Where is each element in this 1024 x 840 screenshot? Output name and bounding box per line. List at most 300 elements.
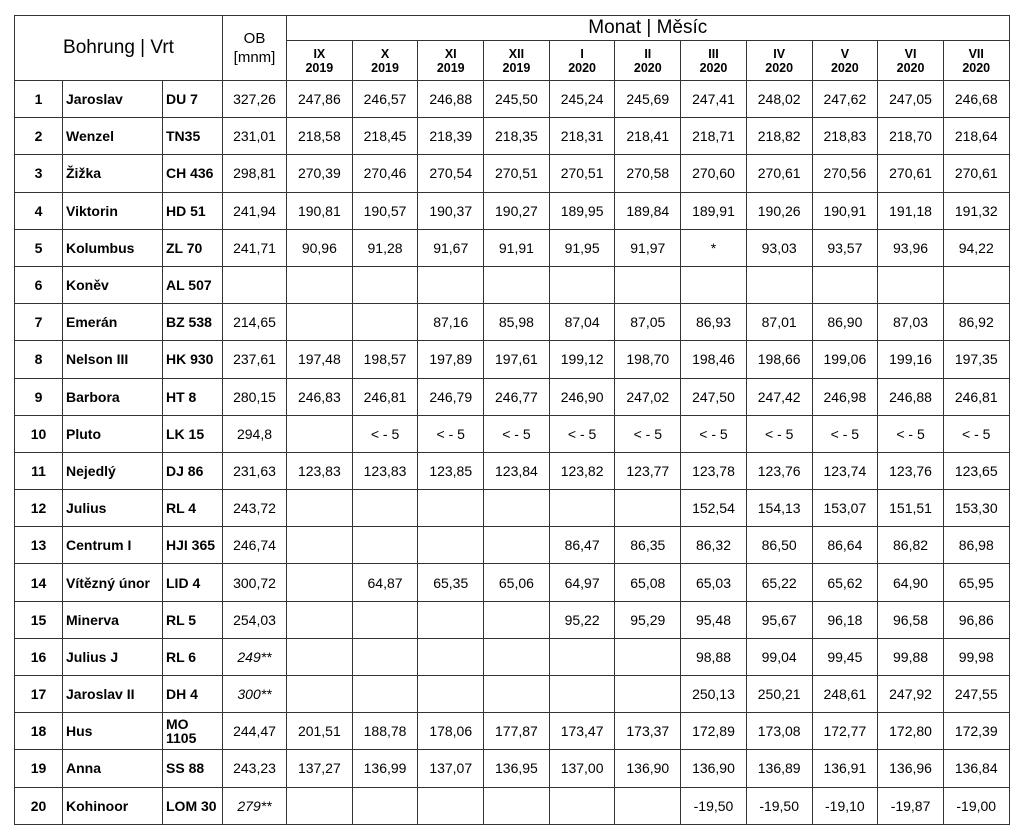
ob-value: 237,61 bbox=[223, 341, 287, 378]
level-value: 123,76 bbox=[746, 452, 812, 489]
ob-value: 241,94 bbox=[223, 192, 287, 229]
level-value: 197,61 bbox=[484, 341, 550, 378]
borehole-name: Hus bbox=[63, 713, 163, 750]
level-value: 123,76 bbox=[878, 452, 944, 489]
level-value: -19,87 bbox=[878, 787, 944, 824]
level-value bbox=[681, 266, 747, 303]
level-value: 218,70 bbox=[878, 118, 944, 155]
row-number: 5 bbox=[15, 229, 63, 266]
level-value: 86,98 bbox=[943, 527, 1009, 564]
level-value: 123,65 bbox=[943, 452, 1009, 489]
level-value: 250,21 bbox=[746, 676, 812, 713]
level-value: 94,22 bbox=[943, 229, 1009, 266]
level-value: 86,50 bbox=[746, 527, 812, 564]
ob-value: 327,26 bbox=[223, 81, 287, 118]
level-value: 99,45 bbox=[812, 638, 878, 675]
level-value bbox=[352, 787, 418, 824]
level-value: 96,86 bbox=[943, 601, 1009, 638]
level-value: < - 5 bbox=[681, 415, 747, 452]
ob-value: 243,23 bbox=[223, 750, 287, 787]
level-value: 247,02 bbox=[615, 378, 681, 415]
level-value: 189,91 bbox=[681, 192, 747, 229]
ob-value: 298,81 bbox=[223, 155, 287, 192]
table-row bbox=[15, 490, 1010, 527]
level-value: 218,82 bbox=[746, 118, 812, 155]
month-header bbox=[681, 41, 747, 81]
level-value: 199,06 bbox=[812, 341, 878, 378]
level-value bbox=[549, 490, 615, 527]
month-header bbox=[549, 41, 615, 81]
borehole-name: Žižka bbox=[63, 155, 163, 192]
month-header bbox=[418, 41, 484, 81]
table-row bbox=[15, 192, 1010, 229]
level-value: < - 5 bbox=[484, 415, 550, 452]
level-value: 86,64 bbox=[812, 527, 878, 564]
level-value: < - 5 bbox=[746, 415, 812, 452]
level-value: -19,10 bbox=[812, 787, 878, 824]
month-year: 2019 bbox=[436, 60, 465, 75]
level-value: 246,57 bbox=[352, 81, 418, 118]
level-value: 136,96 bbox=[878, 750, 944, 787]
month-label: VI bbox=[904, 46, 917, 61]
level-value bbox=[549, 787, 615, 824]
level-value: 95,67 bbox=[746, 601, 812, 638]
borehole-code: HD 51 bbox=[163, 192, 223, 229]
borehole-name: Koněv bbox=[63, 266, 163, 303]
level-value: 65,06 bbox=[484, 564, 550, 601]
borehole-name: Anna bbox=[63, 750, 163, 787]
level-value: 246,83 bbox=[287, 378, 353, 415]
ob-value: 280,15 bbox=[223, 378, 287, 415]
month-year: 2020 bbox=[830, 60, 859, 75]
level-value: 87,04 bbox=[549, 304, 615, 341]
level-value: 86,92 bbox=[943, 304, 1009, 341]
level-value bbox=[287, 601, 353, 638]
level-value: 218,71 bbox=[681, 118, 747, 155]
level-value: 91,95 bbox=[549, 229, 615, 266]
level-value: 65,95 bbox=[943, 564, 1009, 601]
level-value: 190,91 bbox=[812, 192, 878, 229]
row-number: 3 bbox=[15, 155, 63, 192]
month-label: II bbox=[644, 46, 652, 61]
level-value: 172,80 bbox=[878, 713, 944, 750]
borehole-name: Nelson III bbox=[63, 341, 163, 378]
level-value: 270,61 bbox=[943, 155, 1009, 192]
level-value: 190,37 bbox=[418, 192, 484, 229]
table-row bbox=[15, 229, 1010, 266]
level-value bbox=[484, 638, 550, 675]
borehole-code: LK 15 bbox=[163, 415, 223, 452]
borehole-name: Centrum I bbox=[63, 527, 163, 564]
row-number: 17 bbox=[15, 676, 63, 713]
borehole-name: Minerva bbox=[63, 601, 163, 638]
table-row bbox=[15, 750, 1010, 787]
level-value bbox=[287, 787, 353, 824]
borehole-code: LOM 30 bbox=[163, 787, 223, 824]
row-number: 20 bbox=[15, 787, 63, 824]
level-value: < - 5 bbox=[352, 415, 418, 452]
level-value: 152,54 bbox=[681, 490, 747, 527]
level-value: < - 5 bbox=[418, 415, 484, 452]
month-label: XI bbox=[444, 46, 457, 61]
month-year: 2020 bbox=[765, 60, 794, 75]
borehole-code: HJI 365 bbox=[163, 527, 223, 564]
level-value: 246,90 bbox=[549, 378, 615, 415]
level-value: 136,95 bbox=[484, 750, 550, 787]
level-value: 247,42 bbox=[746, 378, 812, 415]
level-value bbox=[484, 490, 550, 527]
water-level-table bbox=[14, 15, 1010, 825]
row-number: 14 bbox=[15, 564, 63, 601]
table-body bbox=[15, 81, 1010, 825]
level-value bbox=[615, 787, 681, 824]
table-row bbox=[15, 676, 1010, 713]
borehole-code: MO 1105 bbox=[163, 713, 223, 750]
level-value: 123,83 bbox=[352, 452, 418, 489]
borehole-code: TN35 bbox=[163, 118, 223, 155]
level-value: 137,07 bbox=[418, 750, 484, 787]
level-value: 99,04 bbox=[746, 638, 812, 675]
month-header bbox=[943, 41, 1009, 81]
level-value: 247,50 bbox=[681, 378, 747, 415]
level-value: 86,90 bbox=[812, 304, 878, 341]
row-number: 2 bbox=[15, 118, 63, 155]
ob-value: 300,72 bbox=[223, 564, 287, 601]
level-value bbox=[287, 490, 353, 527]
level-value: 190,26 bbox=[746, 192, 812, 229]
level-value: 218,64 bbox=[943, 118, 1009, 155]
borehole-code: BZ 538 bbox=[163, 304, 223, 341]
table-row bbox=[15, 527, 1010, 564]
row-number: 19 bbox=[15, 750, 63, 787]
level-value bbox=[352, 601, 418, 638]
level-value: 136,84 bbox=[943, 750, 1009, 787]
ob-value: 294,8 bbox=[223, 415, 287, 452]
level-value: 123,85 bbox=[418, 452, 484, 489]
table-row bbox=[15, 564, 1010, 601]
level-value: 247,86 bbox=[287, 81, 353, 118]
level-value bbox=[418, 266, 484, 303]
month-label: XII bbox=[508, 46, 525, 61]
table-row bbox=[15, 81, 1010, 118]
table-row bbox=[15, 787, 1010, 824]
borehole-code: LID 4 bbox=[163, 564, 223, 601]
level-value bbox=[484, 527, 550, 564]
table-row bbox=[15, 601, 1010, 638]
level-value: 245,24 bbox=[549, 81, 615, 118]
level-value: 64,90 bbox=[878, 564, 944, 601]
level-value: 123,83 bbox=[287, 452, 353, 489]
level-value: 87,16 bbox=[418, 304, 484, 341]
level-value bbox=[418, 787, 484, 824]
level-value: 95,29 bbox=[615, 601, 681, 638]
level-value: 218,45 bbox=[352, 118, 418, 155]
level-value bbox=[352, 638, 418, 675]
level-value bbox=[615, 676, 681, 713]
month-year: 2019 bbox=[305, 60, 334, 75]
level-value: -19,50 bbox=[746, 787, 812, 824]
level-value bbox=[287, 638, 353, 675]
level-value: 136,90 bbox=[681, 750, 747, 787]
level-value bbox=[287, 266, 353, 303]
borehole-name: Julius J bbox=[63, 638, 163, 675]
level-value bbox=[418, 676, 484, 713]
row-number: 6 bbox=[15, 266, 63, 303]
level-value: 65,62 bbox=[812, 564, 878, 601]
level-value: 96,18 bbox=[812, 601, 878, 638]
borehole-header: Bohrung | Vrt bbox=[15, 16, 223, 81]
level-value: 198,66 bbox=[746, 341, 812, 378]
level-value: 218,58 bbox=[287, 118, 353, 155]
level-value: 247,55 bbox=[943, 676, 1009, 713]
level-value: 86,32 bbox=[681, 527, 747, 564]
level-value bbox=[352, 266, 418, 303]
level-value: 173,47 bbox=[549, 713, 615, 750]
level-value: 246,88 bbox=[878, 378, 944, 415]
month-year: 2020 bbox=[962, 60, 991, 75]
level-value: 65,35 bbox=[418, 564, 484, 601]
month-label: I bbox=[580, 46, 584, 61]
level-value: 64,97 bbox=[549, 564, 615, 601]
borehole-code: RL 4 bbox=[163, 490, 223, 527]
table-row bbox=[15, 378, 1010, 415]
month-label: X bbox=[380, 46, 390, 61]
level-value bbox=[484, 787, 550, 824]
month-year: 2019 bbox=[502, 60, 531, 75]
level-value: 137,00 bbox=[549, 750, 615, 787]
level-value: 198,57 bbox=[352, 341, 418, 378]
level-value: 270,61 bbox=[878, 155, 944, 192]
level-value: 95,22 bbox=[549, 601, 615, 638]
month-group-header: Monat | Měsíc bbox=[287, 16, 1010, 41]
level-value: 86,82 bbox=[878, 527, 944, 564]
level-value: 270,39 bbox=[287, 155, 353, 192]
borehole-name: Julius bbox=[63, 490, 163, 527]
level-value: 91,91 bbox=[484, 229, 550, 266]
level-value: 123,84 bbox=[484, 452, 550, 489]
month-label: V bbox=[840, 46, 850, 61]
row-number: 7 bbox=[15, 304, 63, 341]
level-value: 246,81 bbox=[943, 378, 1009, 415]
level-value: 197,48 bbox=[287, 341, 353, 378]
level-value: 197,89 bbox=[418, 341, 484, 378]
level-value: 246,98 bbox=[812, 378, 878, 415]
level-value: 246,79 bbox=[418, 378, 484, 415]
level-value bbox=[943, 266, 1009, 303]
row-number: 10 bbox=[15, 415, 63, 452]
level-value bbox=[352, 490, 418, 527]
level-value: 247,92 bbox=[878, 676, 944, 713]
level-value: 64,87 bbox=[352, 564, 418, 601]
level-value: 270,60 bbox=[681, 155, 747, 192]
level-value: 190,57 bbox=[352, 192, 418, 229]
level-value: < - 5 bbox=[812, 415, 878, 452]
level-value: 218,35 bbox=[484, 118, 550, 155]
row-number: 8 bbox=[15, 341, 63, 378]
level-value: 218,31 bbox=[549, 118, 615, 155]
row-number: 15 bbox=[15, 601, 63, 638]
ob-header-label: OB bbox=[243, 30, 266, 47]
ob-value: 246,74 bbox=[223, 527, 287, 564]
level-value: 86,35 bbox=[615, 527, 681, 564]
borehole-code: RL 6 bbox=[163, 638, 223, 675]
level-value: 65,08 bbox=[615, 564, 681, 601]
month-header bbox=[746, 41, 812, 81]
borehole-name: Jaroslav bbox=[63, 81, 163, 118]
borehole-name: Kolumbus bbox=[63, 229, 163, 266]
borehole-name: Nejedlý bbox=[63, 452, 163, 489]
level-value bbox=[615, 638, 681, 675]
ob-value: 231,01 bbox=[223, 118, 287, 155]
level-value: 137,27 bbox=[287, 750, 353, 787]
level-value: 136,91 bbox=[812, 750, 878, 787]
level-value: < - 5 bbox=[878, 415, 944, 452]
level-value bbox=[615, 490, 681, 527]
level-value bbox=[287, 527, 353, 564]
month-year: 2019 bbox=[371, 60, 399, 75]
level-value: 247,05 bbox=[878, 81, 944, 118]
level-value: 93,57 bbox=[812, 229, 878, 266]
level-value: -19,50 bbox=[681, 787, 747, 824]
borehole-name: Vítězný únor bbox=[63, 564, 163, 601]
month-year: 2020 bbox=[896, 60, 925, 75]
level-value: 270,54 bbox=[418, 155, 484, 192]
month-label: IV bbox=[773, 46, 786, 61]
level-value: 191,18 bbox=[878, 192, 944, 229]
level-value: 123,78 bbox=[681, 452, 747, 489]
table-row bbox=[15, 155, 1010, 192]
level-value: 65,03 bbox=[681, 564, 747, 601]
borehole-code: HT 8 bbox=[163, 378, 223, 415]
month-label: III bbox=[708, 46, 719, 61]
row-number: 9 bbox=[15, 378, 63, 415]
month-header bbox=[878, 41, 944, 81]
ob-value: 243,72 bbox=[223, 490, 287, 527]
borehole-name: Barbora bbox=[63, 378, 163, 415]
level-value: 177,87 bbox=[484, 713, 550, 750]
level-value: 188,78 bbox=[352, 713, 418, 750]
ob-header bbox=[223, 16, 287, 81]
level-value: 270,46 bbox=[352, 155, 418, 192]
level-value: 154,13 bbox=[746, 490, 812, 527]
borehole-name: Viktorin bbox=[63, 192, 163, 229]
table-row bbox=[15, 118, 1010, 155]
level-value: 270,51 bbox=[549, 155, 615, 192]
level-value: 191,32 bbox=[943, 192, 1009, 229]
level-value bbox=[418, 527, 484, 564]
level-value: 65,22 bbox=[746, 564, 812, 601]
level-value: 86,93 bbox=[681, 304, 747, 341]
level-value: 86,47 bbox=[549, 527, 615, 564]
borehole-code: RL 5 bbox=[163, 601, 223, 638]
level-value: 189,84 bbox=[615, 192, 681, 229]
level-value: 151,51 bbox=[878, 490, 944, 527]
level-value: 246,81 bbox=[352, 378, 418, 415]
level-value: 91,28 bbox=[352, 229, 418, 266]
borehole-name: Kohinoor bbox=[63, 787, 163, 824]
water-level-table-container bbox=[14, 15, 1010, 825]
level-value: 87,03 bbox=[878, 304, 944, 341]
row-number: 12 bbox=[15, 490, 63, 527]
level-value: 247,62 bbox=[812, 81, 878, 118]
level-value: 172,77 bbox=[812, 713, 878, 750]
table-row bbox=[15, 638, 1010, 675]
ob-value: 300** bbox=[223, 676, 287, 713]
level-value bbox=[352, 527, 418, 564]
level-value: 248,02 bbox=[746, 81, 812, 118]
borehole-name: Jaroslav II bbox=[63, 676, 163, 713]
ob-value: 244,47 bbox=[223, 713, 287, 750]
month-label: IX bbox=[313, 46, 326, 61]
level-value: 90,96 bbox=[287, 229, 353, 266]
level-value: 153,30 bbox=[943, 490, 1009, 527]
level-value: 270,61 bbox=[746, 155, 812, 192]
level-value: 245,69 bbox=[615, 81, 681, 118]
ob-value bbox=[223, 266, 287, 303]
month-year: 2020 bbox=[568, 60, 597, 75]
level-value: 95,48 bbox=[681, 601, 747, 638]
level-value: 91,97 bbox=[615, 229, 681, 266]
table-row bbox=[15, 266, 1010, 303]
level-value: * bbox=[681, 229, 747, 266]
level-value: 247,41 bbox=[681, 81, 747, 118]
level-value: 218,39 bbox=[418, 118, 484, 155]
level-value bbox=[484, 266, 550, 303]
level-value: < - 5 bbox=[615, 415, 681, 452]
level-value: 93,03 bbox=[746, 229, 812, 266]
ob-value: 254,03 bbox=[223, 601, 287, 638]
level-value: 248,61 bbox=[812, 676, 878, 713]
borehole-name: Emerán bbox=[63, 304, 163, 341]
row-number: 13 bbox=[15, 527, 63, 564]
level-value: 98,88 bbox=[681, 638, 747, 675]
table-row bbox=[15, 341, 1010, 378]
level-value bbox=[352, 304, 418, 341]
level-value: 173,08 bbox=[746, 713, 812, 750]
level-value: < - 5 bbox=[943, 415, 1009, 452]
level-value bbox=[484, 601, 550, 638]
level-value bbox=[287, 304, 353, 341]
level-value: 99,98 bbox=[943, 638, 1009, 675]
level-value bbox=[549, 266, 615, 303]
level-value: 136,90 bbox=[615, 750, 681, 787]
level-value: < - 5 bbox=[549, 415, 615, 452]
level-value: 190,81 bbox=[287, 192, 353, 229]
level-value: 198,46 bbox=[681, 341, 747, 378]
ob-value: 249** bbox=[223, 638, 287, 675]
level-value bbox=[418, 638, 484, 675]
row-number: 11 bbox=[15, 452, 63, 489]
level-value bbox=[418, 601, 484, 638]
borehole-name: Pluto bbox=[63, 415, 163, 452]
month-year: 2020 bbox=[633, 60, 662, 75]
table-row bbox=[15, 415, 1010, 452]
level-value bbox=[549, 638, 615, 675]
borehole-name: Wenzel bbox=[63, 118, 163, 155]
level-value: 197,35 bbox=[943, 341, 1009, 378]
level-value: 245,50 bbox=[484, 81, 550, 118]
level-value bbox=[812, 266, 878, 303]
ob-value: 231,63 bbox=[223, 452, 287, 489]
level-value: 178,06 bbox=[418, 713, 484, 750]
ob-value: 214,65 bbox=[223, 304, 287, 341]
table-row bbox=[15, 304, 1010, 341]
level-value bbox=[287, 676, 353, 713]
level-value: 87,01 bbox=[746, 304, 812, 341]
level-value: 173,37 bbox=[615, 713, 681, 750]
borehole-code: DH 4 bbox=[163, 676, 223, 713]
level-value: 218,41 bbox=[615, 118, 681, 155]
